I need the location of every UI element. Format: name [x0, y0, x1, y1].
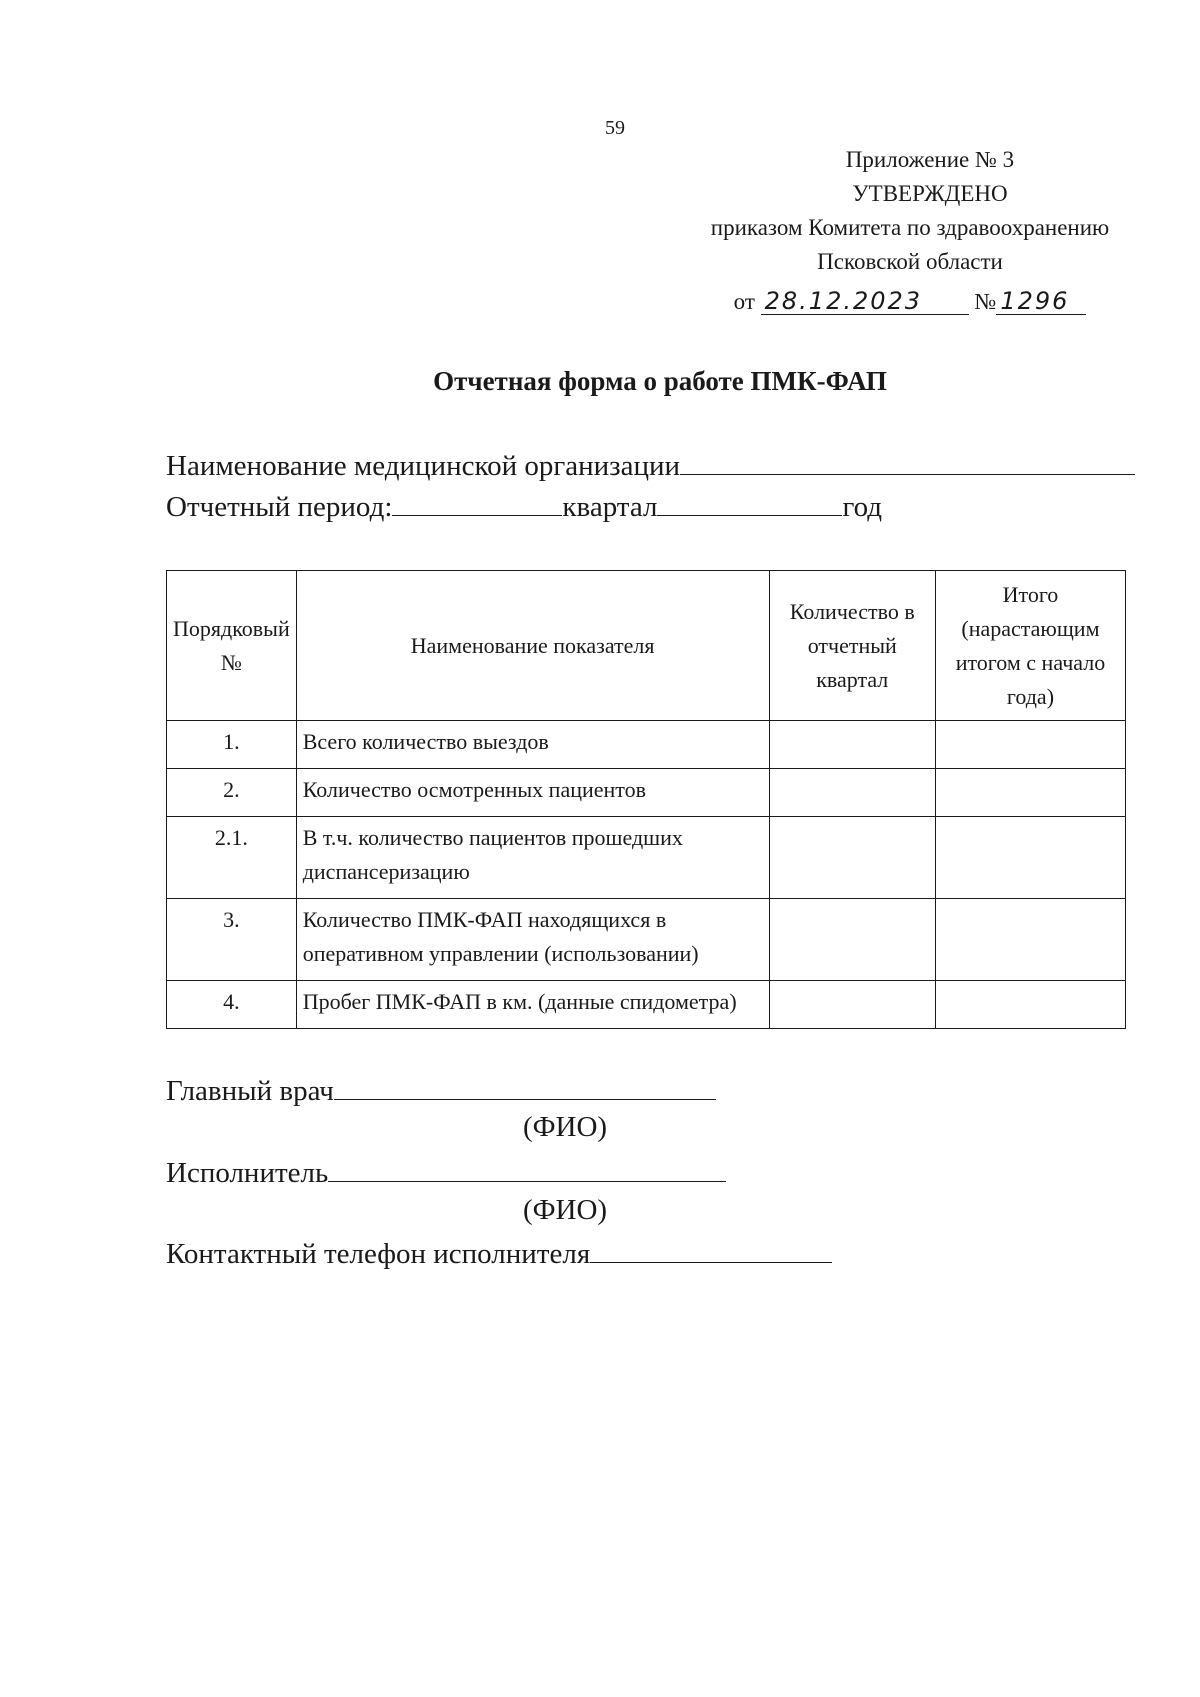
- table-row: [167, 721, 1126, 769]
- table-header-row: [167, 571, 1126, 721]
- handwritten-date: 28.12.2023: [761, 288, 969, 315]
- handwritten-number: 1296: [996, 288, 1086, 315]
- row-name: В т.ч. количество пациентов прошедших диспансеризацию: [296, 817, 769, 899]
- fio-caption-1: (ФИО): [522, 1111, 608, 1143]
- period-field: [166, 489, 882, 524]
- quarter-blank[interactable]: [392, 489, 562, 516]
- table-row: [167, 817, 1126, 899]
- number-prefix: №: [974, 289, 997, 314]
- phone-field: [166, 1236, 832, 1271]
- phone-label: Контактный телефон исполнителя: [166, 1238, 591, 1270]
- org-name-blank[interactable]: [680, 448, 1135, 475]
- fio-caption-2: (ФИО): [522, 1194, 608, 1226]
- report-table: [166, 570, 1126, 1029]
- year-label: год: [842, 491, 883, 523]
- executor-field: [166, 1155, 726, 1190]
- org-name-field: [166, 448, 1135, 483]
- table-row: [167, 899, 1126, 981]
- date-prefix: от: [733, 289, 755, 314]
- appendix-label: Приложение № 3: [845, 147, 1015, 172]
- header-total: Итого (нарастающим итогом с начало года): [935, 571, 1125, 721]
- org-name-label: Наименование медицинской организации: [166, 450, 681, 482]
- row-num: 2.: [167, 769, 297, 817]
- row-total-cell[interactable]: [935, 769, 1125, 817]
- row-total-cell[interactable]: [935, 981, 1125, 1029]
- phone-blank[interactable]: [590, 1236, 832, 1263]
- row-name: Пробег ПМК-ФАП в км. (данные спидометра): [296, 981, 769, 1029]
- executor-label: Исполнитель: [166, 1157, 329, 1189]
- row-quarter-cell[interactable]: [769, 769, 935, 817]
- quarter-label: квартал: [562, 491, 658, 523]
- row-num: 2.1.: [167, 817, 297, 899]
- header-quarter: Количество в отчетный квартал: [769, 571, 935, 721]
- approved-label: УТВЕРЖДЕНО: [852, 181, 1008, 206]
- row-num: 1.: [167, 721, 297, 769]
- row-quarter-cell[interactable]: [769, 899, 935, 981]
- row-num: 3.: [167, 899, 297, 981]
- region-label: Псковской области: [817, 249, 1003, 274]
- row-quarter-cell[interactable]: [769, 721, 935, 769]
- period-label: Отчетный период:: [166, 491, 393, 523]
- executor-blank[interactable]: [328, 1155, 726, 1182]
- chief-doctor-field: [166, 1073, 716, 1108]
- row-num: 4.: [167, 981, 297, 1029]
- document-title: Отчетная форма о работе ПМК-ФАП: [433, 366, 887, 396]
- header-name: Наименование показателя: [296, 571, 769, 721]
- table-row: [167, 981, 1126, 1029]
- chief-doctor-label: Главный врач: [166, 1075, 334, 1107]
- page-number: 59: [605, 117, 625, 139]
- date-line: [660, 285, 1160, 319]
- row-name: Всего количество выездов: [296, 721, 769, 769]
- row-quarter-cell[interactable]: [769, 981, 935, 1029]
- header-num: Порядковый №: [167, 571, 297, 721]
- row-total-cell[interactable]: [935, 899, 1125, 981]
- table-row: [167, 769, 1126, 817]
- row-total-cell[interactable]: [935, 817, 1125, 899]
- row-name: Количество осмотренных пациентов: [296, 769, 769, 817]
- row-quarter-cell[interactable]: [769, 817, 935, 899]
- chief-doctor-blank[interactable]: [334, 1073, 716, 1100]
- row-name: Количество ПМК-ФАП находящихся в оперативном управлении (использовании): [296, 899, 769, 981]
- year-blank[interactable]: [657, 489, 842, 516]
- approval-block: [660, 143, 1160, 319]
- order-by-label: приказом Комитета по здравоохранению: [710, 215, 1110, 240]
- row-total-cell[interactable]: [935, 721, 1125, 769]
